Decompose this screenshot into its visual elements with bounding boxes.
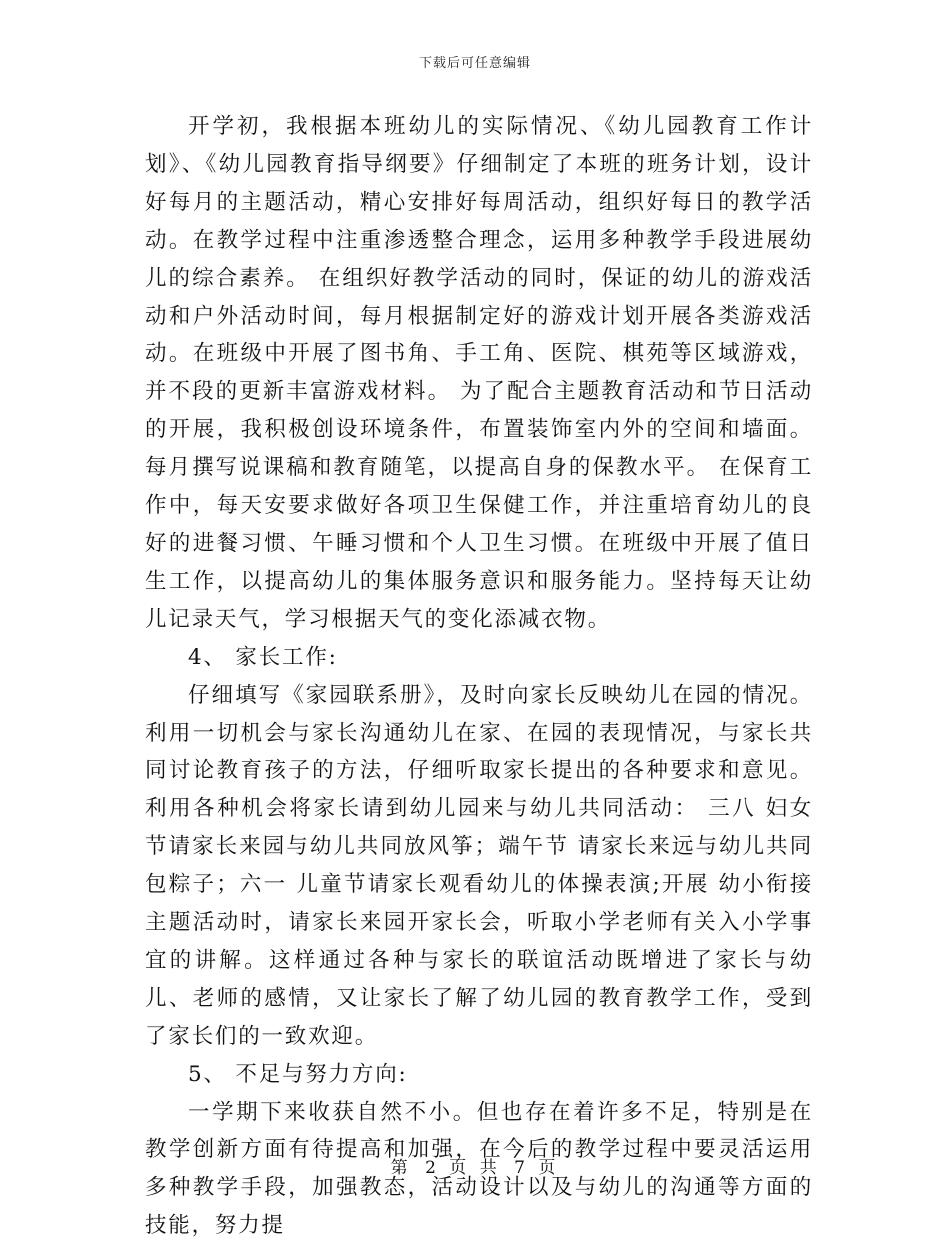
footer-middle: 页 共 <box>449 1158 501 1178</box>
footer-current-page: 2 <box>425 1158 436 1178</box>
page-header-note: 下载后可任意编辑 <box>418 56 531 71</box>
paragraph-teaching-work: 开学初，我根据本班幼儿的实际情况、《幼儿园教育工作计划》、《幼儿园教育指导纲要》仔细制定了本班的班务计划，设计好每月的主题活动，精心安排好每周活动，组织好每日的教学活动。在教学过程中注重渗透整合理念，运用多种教学手段进展幼儿的综合素养。 在组织好教学活动的同时，保证的幼儿的游戏活动和户外活动时间，每月根据制定好的游戏计划开展各类游戏活动。在班级中开展了图书角、手工角、医院、棋苑等区域游戏，并不段的更新丰富游戏材料。 为了配合主题教育活动和节日活动的开展，我积极创设环境条件，布置装饰室内外的空间和墙面。每月撰写说课稿和教育随笔，以提高自身的保教水平。 在保育工作中，每天安要求做好各项卫生保健工作，并注重培育幼儿的良好的进餐习惯、午睡习惯和个人卫生习惯。在班级中开展了值日生工作，以提高幼儿的集体服务意识和服务能力。坚持每天让幼儿记录天气，学习根据天气的变化添减衣物。 <box>145 114 813 632</box>
footer-total-pages: 7 <box>514 1158 525 1178</box>
document-body <box>145 108 813 1245</box>
section-heading-shortcomings: 5、 不足与努力方向: <box>188 1061 408 1087</box>
section-heading-parent-work: 4、 家长工作: <box>188 644 338 670</box>
page-footer <box>0 1153 950 1178</box>
footer-suffix: 页 <box>538 1158 560 1178</box>
footer-prefix: 第 <box>390 1158 412 1178</box>
paragraph-shortcomings: 一学期下来收获自然不小。但也存在着许多不足，特别是在教学创新方面有待提高和加强，在今后的教学过程中要灵活运用多种教学手段，加强教态，活动设计以及与幼儿的沟通等方面的技能，努力提 <box>145 1099 813 1239</box>
paragraph-parent-work: 仔细填写《家园联系册》，及时向家长反映幼儿在园的情况。利用一切机会与家长沟通幼儿在家、在园的表现情况，与家长共同讨论教育孩子的方法，仔细听取家长提出的各种要求和意见。 利用各种机会将家长请到幼儿园来与幼儿共同活动： 三八 妇女节请家长来园与幼儿共同放风筝；端午节 请家长来远与幼儿共同包粽子；六一 儿童节请家长观看幼儿的体操表演;开展 幼小衔接 主题活动时，请家长来园开家长会，听取小学老师有关入小学事宜的讲解。这样通过各种与家长的联谊活动既增进了家长与幼儿、老师的感情，又让家长了解了幼儿园的教育教学工作，受到了家长们的一致欢迎。 <box>145 682 813 1049</box>
